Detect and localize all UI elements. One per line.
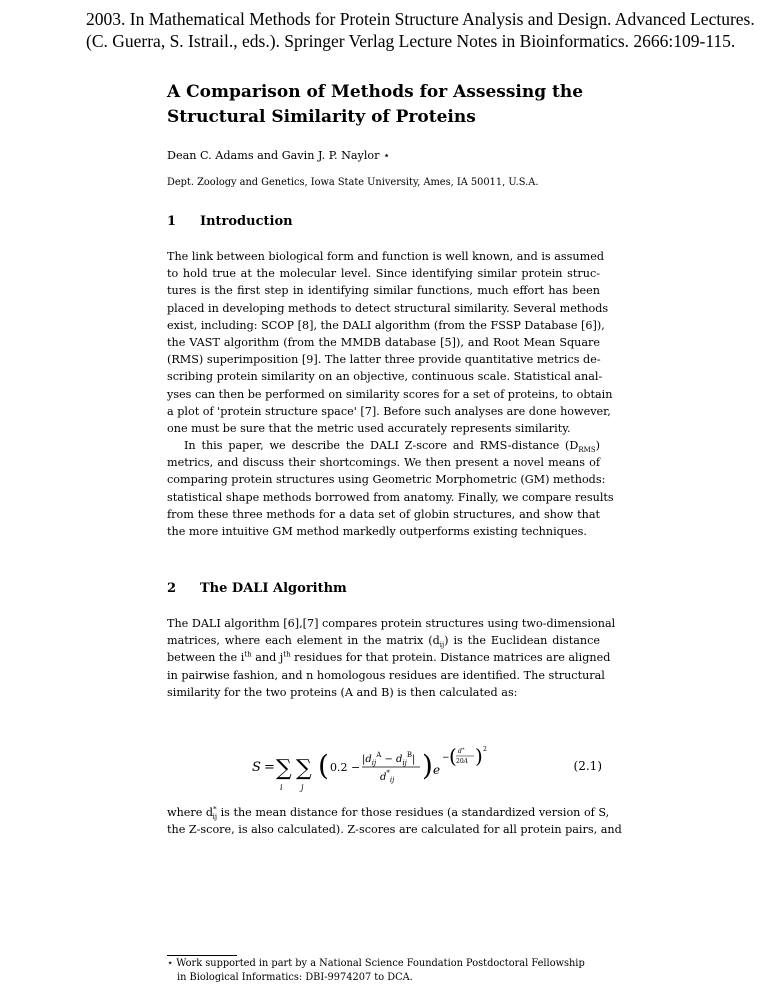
equation-formula — [252, 745, 552, 795]
svg-text:|dijA − dijB|: $|d_{ij}^A - d_{ij}^B|$ — [362, 751, 416, 767]
text-line: between the $i^{th}$ and $j^{th}$ residues for that protein. Distance matrices are aligned — [167, 650, 611, 665]
equation-2-1 — [252, 745, 602, 795]
affiliation: Dept. Zoology and Genetics, Iowa State University, Ames, IA 50011, U.S.A. — [167, 177, 539, 188]
text-line: placed in developing methods to detect structural similarity. Several methods — [167, 301, 609, 315]
text-span: is the mean distance for those residues (a standardized version of S, — [217, 806, 610, 819]
text-line: comparing protein structures using Geometric Morphometric (GM) methods: — [167, 473, 606, 487]
paper-title — [167, 80, 583, 130]
authors: Dean C. Adams and Gavin J. P. Naylor ⋆ — [167, 149, 391, 162]
text-line: (RMS) superimposition [9]. The latter three provide quantitative metrics de- — [167, 353, 601, 367]
equation-number: (2.1) — [573, 759, 602, 773]
section-heading-dali — [167, 581, 347, 596]
text-span: In this paper, we describe the DALI Z-score and RMS-distance (D — [184, 439, 579, 452]
svg-text:i: i — [280, 783, 283, 792]
section-title: The DALI Algorithm — [200, 581, 347, 596]
text-span: matrices, where each element in the matrix (d — [167, 634, 440, 648]
text-span: ) is the Euclidean distance — [444, 634, 600, 648]
text-line: the Z-score, is also calculated). Z-scores are calculated for all protein pairs, and — [167, 823, 622, 837]
text-line: In this paper, we describe the DALI Z-score and RMS-distance $(D_{RMS})$ — [184, 439, 600, 455]
section-number: 1 — [167, 214, 177, 229]
text-line: similarity for the two proteins (A and B) is then calculated as: — [167, 685, 518, 699]
text-line: statistical shape methods borrowed from anatomy. Finally, we compare results — [167, 490, 614, 504]
svg-text:*: * — [462, 747, 465, 753]
footnote-line-2: in Biological Informatics: DBI-9974207 to DCA. — [177, 972, 413, 983]
svg-text:2: 2 — [483, 746, 487, 753]
section-number: 2 — [167, 581, 177, 596]
title-line-2: Structural Similarity of Proteins — [167, 107, 476, 127]
intro-paragraph-1 — [167, 248, 613, 437]
text-line: metrics, and discuss their shortcomings. We then present a novel means of — [167, 456, 600, 470]
text-line: tures is the first step in identifying similar functions, much effort has been — [167, 284, 600, 298]
svg-text:∑: ∑ — [276, 756, 292, 781]
text-line: a plot of 'protein structure space' [7]. Before such analyses are done however, — [167, 404, 611, 418]
svg-text:(: ( — [449, 745, 457, 768]
svg-text:S: S — [252, 760, 261, 775]
svg-text:d: d — [458, 748, 462, 755]
text-line: to hold true at the molecular level. Since identifying similar protein struc- — [167, 267, 600, 281]
text-line: The link between biological form and function is well known, and is assumed — [167, 250, 604, 263]
text-line: from these three methods for a data set of globin structures, and show that — [167, 507, 600, 521]
text-line: yses can then be performed on similarity scores for a set of proteins, to obtain — [167, 387, 613, 401]
text-line: matrices, where each element in the matrix $(d_{ij})$ is the Euclidean distance — [167, 634, 600, 650]
section-heading-introduction — [167, 214, 293, 229]
footnote — [167, 957, 600, 985]
citation-header — [86, 8, 755, 52]
footnote-rule — [167, 955, 237, 956]
svg-text:−: − — [442, 753, 450, 763]
text-span: and j — [251, 651, 284, 665]
svg-text:∑: ∑ — [296, 756, 312, 781]
citation-line-1: 2003. In Mathematical Methods for Protein Structure Analysis and Design. Advanced Lectures. — [86, 9, 755, 29]
dali-paragraph — [167, 615, 616, 701]
svg-text:j: j — [301, 783, 304, 792]
intro-paragraph-2 — [167, 437, 614, 540]
text-line: exist, including: SCOP [8], the DALI algorithm (from the FSSP Database [6]), — [167, 318, 605, 332]
svg-text:20A: 20A — [456, 758, 468, 765]
text-span: where d — [167, 806, 214, 819]
text-line: in pairwise fashion, and n homologous residues are identified. The structural — [167, 668, 605, 682]
text-line: The DALI algorithm [6],[7] compares protein structures using two-dimensional — [167, 617, 616, 630]
svg-text:): ) — [475, 745, 483, 768]
svg-text:0.2 −: 0.2 − — [330, 761, 361, 774]
section-title: Introduction — [200, 214, 293, 229]
after-equation-paragraph — [167, 804, 622, 838]
text-line: one must be sure that the metric used accurately represents similarity. — [167, 422, 571, 436]
text-line: the VAST algorithm (from the MMDB database [5]), and Root Mean Square — [167, 336, 600, 350]
text-line: where $d^*_{ij}$ is the mean distance for those residues (a standardized version of S, — [167, 805, 610, 822]
text-line: the more intuitive GM method markedly outperforms existing techniques. — [167, 525, 587, 539]
text-span: residues for that protein. Distance matrices are aligned — [290, 651, 611, 665]
svg-text:e: e — [433, 763, 441, 777]
svg-text:=: = — [264, 760, 275, 775]
citation-line-2: (C. Guerra, S. Istrail., eds.). Springer Verlag Lecture Notes in Bioinformatics. 2666:109-115. — [86, 31, 736, 51]
svg-text:d*ij: $d^*_{ij}$ — [380, 769, 395, 784]
footnote-line-1: ⋆ Work supported in part by a National Science Foundation Postdoctoral Fellowship — [167, 958, 585, 969]
svg-text:): ) — [422, 749, 433, 782]
drms-subscript: RMS — [578, 446, 596, 455]
text-span: between the i — [167, 651, 245, 665]
svg-text:(: ( — [318, 749, 329, 782]
text-line: scribing protein similarity on an objective, continuous scale. Statistical anal- — [167, 370, 603, 384]
title-line-1: A Comparison of Methods for Assessing the — [167, 82, 584, 102]
